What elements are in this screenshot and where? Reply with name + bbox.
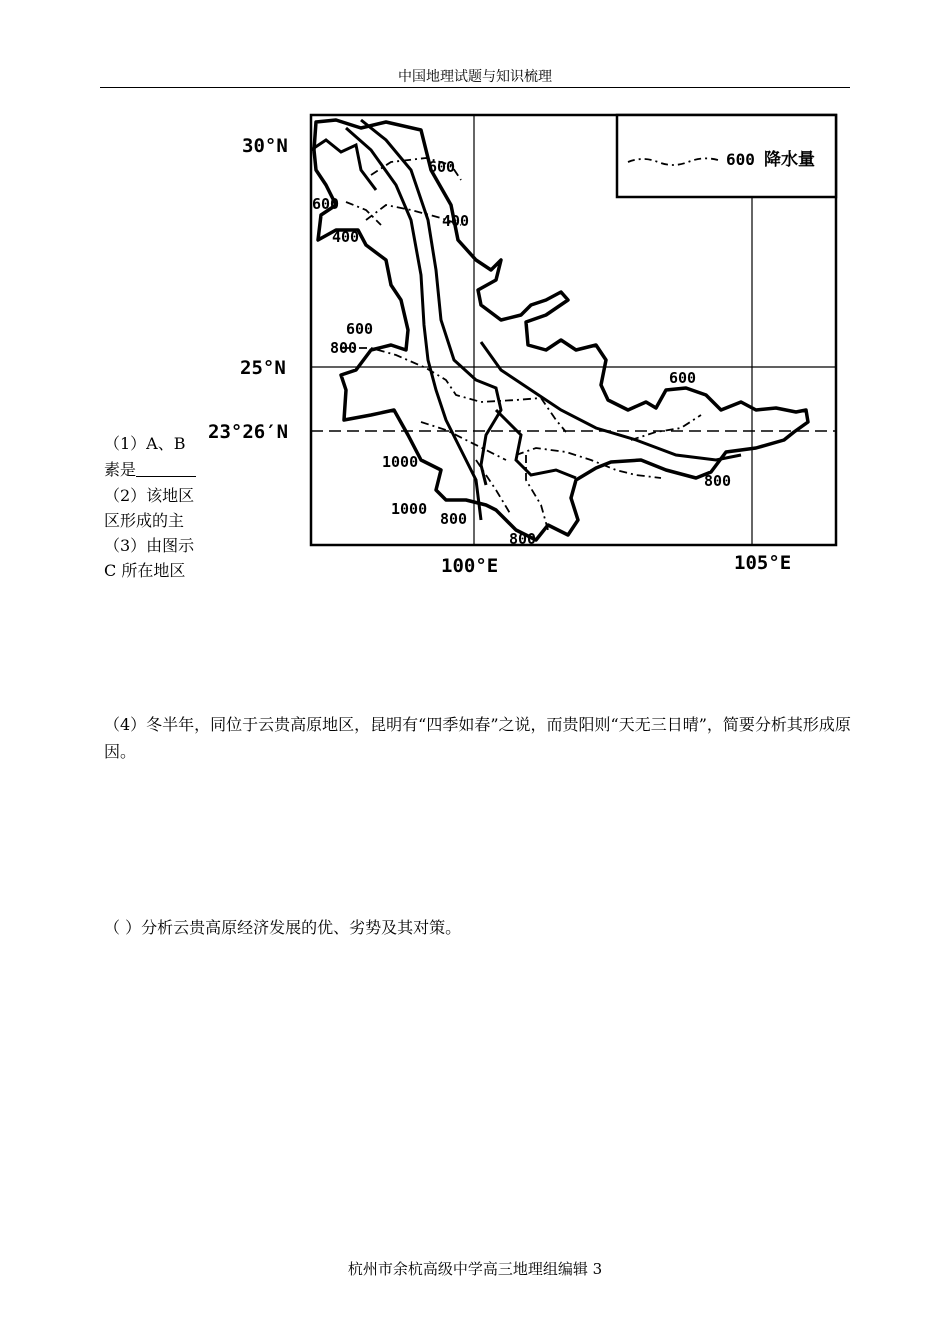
isohyet-label: 800 bbox=[440, 510, 468, 528]
lon-label-105e: 105°E bbox=[734, 552, 792, 574]
q3-line-2: C 所在地区 bbox=[104, 561, 186, 580]
q3-line-1: （3）由图示 bbox=[104, 536, 195, 555]
isohyet-label: 800 bbox=[330, 339, 358, 357]
isohyet-label: 600 bbox=[428, 158, 456, 176]
isohyet-label: 800 bbox=[704, 472, 732, 490]
isohyet-label: 600 bbox=[312, 195, 340, 213]
q1-line-2: 素是 bbox=[104, 457, 196, 483]
isohyet-label: 800 bbox=[509, 530, 537, 548]
isohyet-label: 400 bbox=[442, 212, 470, 230]
answer-blank[interactable] bbox=[136, 460, 196, 477]
legend-text: 降水量 bbox=[764, 150, 815, 170]
lat-label-tropic: 23°26′N bbox=[208, 421, 289, 443]
isohyet-label: 600 bbox=[669, 369, 697, 387]
lat-label-30n: 30°N bbox=[242, 135, 288, 157]
question-4: （4）冬半年，同位于云贵高原地区，昆明有“四季如春”之说，而贵阳则“天无三日晴”，简要分析其形成原因。 bbox=[104, 715, 851, 761]
legend-value: 600 bbox=[726, 150, 755, 169]
map-svg bbox=[196, 110, 846, 590]
lon-label-100e: 100°E bbox=[441, 555, 499, 577]
page-footer: 杭州市余杭高级中学高三地理组编辑 3 bbox=[347, 1260, 603, 1278]
isohyet-label: 1000 bbox=[382, 453, 419, 471]
lat-label-25n: 25°N bbox=[240, 357, 286, 379]
question-5: （ ）分析云贵高原经济发展的优、劣势及其对策。 bbox=[104, 918, 462, 937]
q2-line-2: 区形成的主 bbox=[104, 511, 185, 530]
header-rule bbox=[100, 87, 850, 88]
isohyet-label: 1000 bbox=[391, 500, 428, 518]
q1-line-1: （1）A、B bbox=[104, 434, 186, 453]
isohyet-label: 400 bbox=[332, 228, 360, 246]
precipitation-map bbox=[196, 110, 846, 590]
q2-line-1: （2）该地区 bbox=[104, 486, 195, 505]
page-header: 中国地理试题与知识梳理 bbox=[398, 69, 552, 85]
isohyet-label: 600 bbox=[346, 320, 374, 338]
